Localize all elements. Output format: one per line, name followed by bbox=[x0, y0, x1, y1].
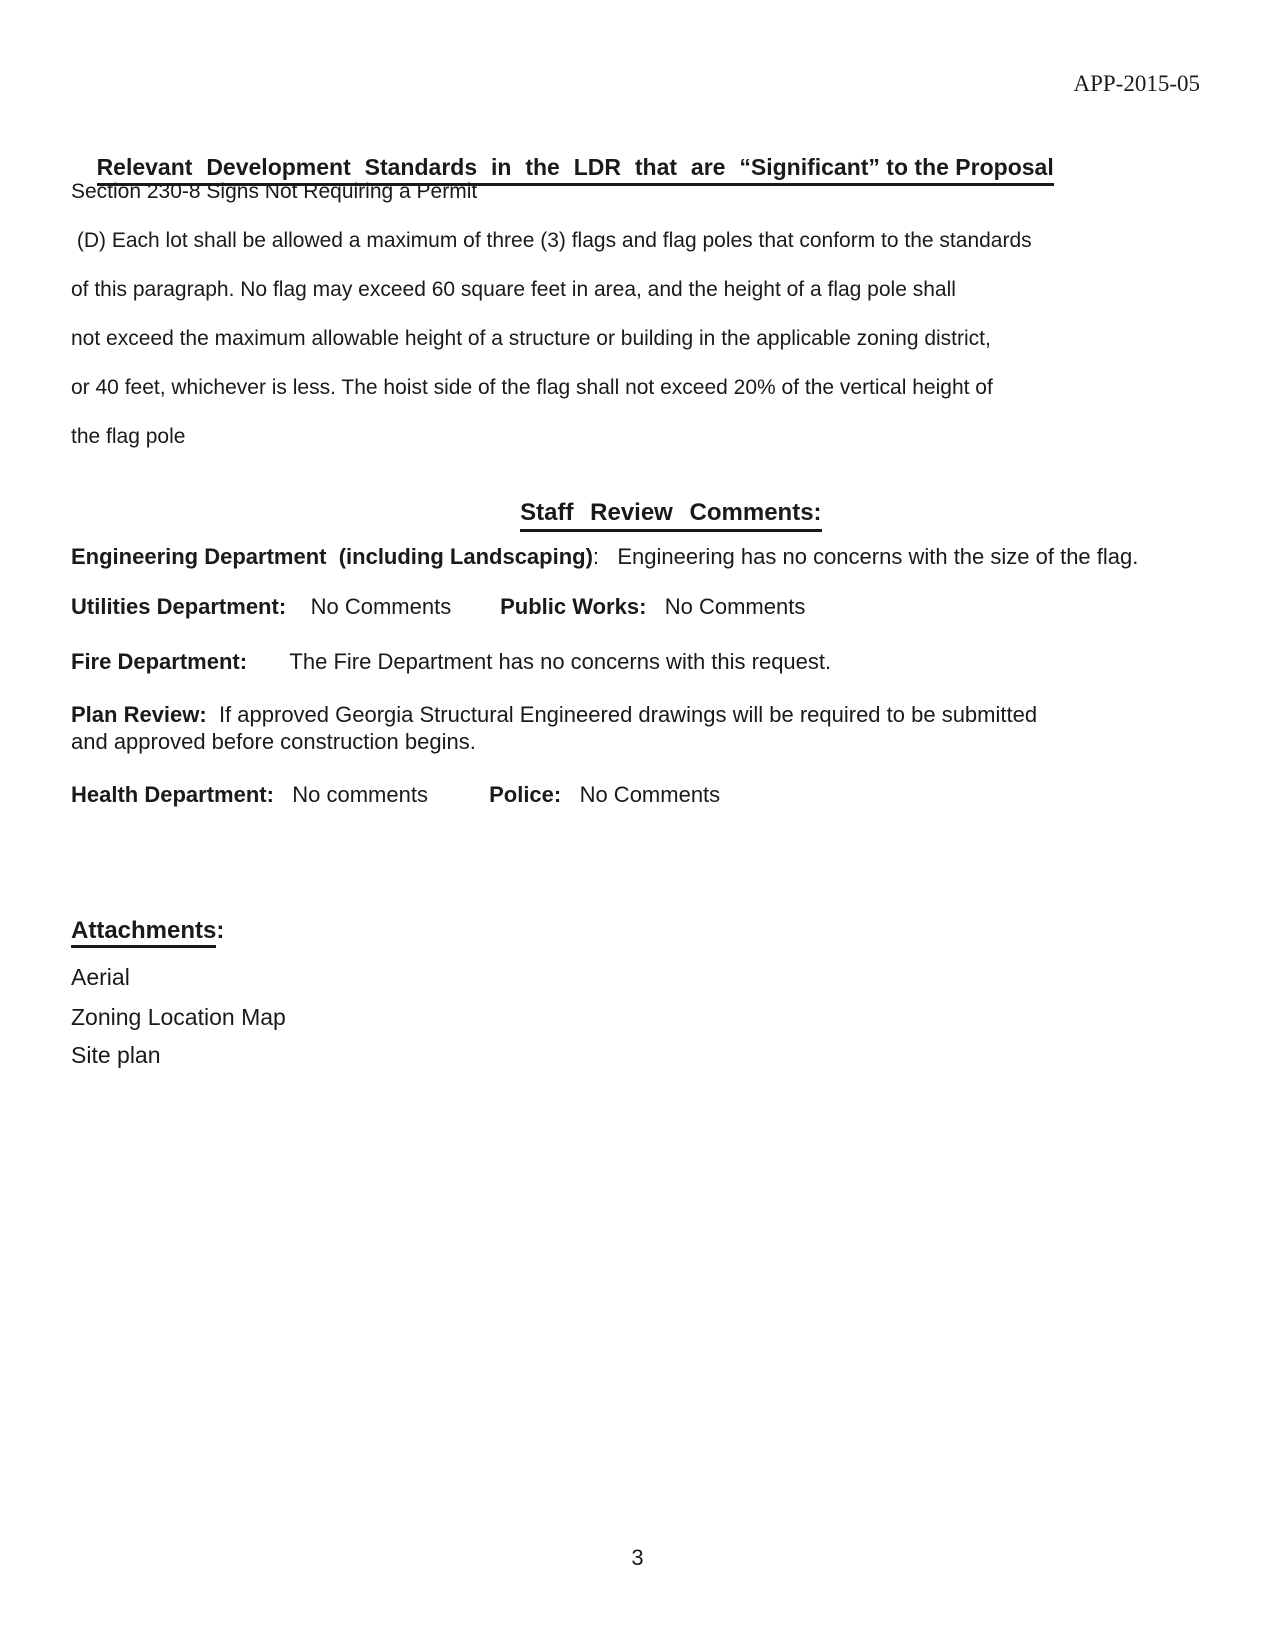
text-segment: If approved Georgia Structural Engineered drawings will be required to be submitted bbox=[206, 702, 1038, 727]
text-segment: Utilities Department: bbox=[71, 594, 287, 619]
ldr-paragraph-line: (D) Each lot shall be allowed a maximum of three (3) flags and flag poles that conform to the standards bbox=[71, 229, 1032, 252]
ldr-paragraph-line: or 40 feet, whichever is less. The hoist side of the flag shall not exceed 20% of the vertical height of bbox=[71, 376, 993, 399]
text-segment: : Engineering has no concerns with the size of the flag. bbox=[592, 544, 1139, 569]
text-segment: No Comments bbox=[561, 782, 721, 807]
engineering-comment bbox=[71, 544, 1138, 570]
ldr-paragraph-line: of this paragraph. No flag may exceed 60 square feet in area, and the height of a flag pole shall bbox=[71, 278, 956, 301]
text-segment: No comments bbox=[273, 782, 490, 807]
text-segment: Relevant Development Standards in the LDR that are bbox=[96, 154, 740, 181]
staff-review-heading-text: Staff Review Comments: bbox=[520, 499, 821, 531]
attachment-item: Zoning Location Map bbox=[71, 1004, 286, 1030]
text-segment: Police: bbox=[489, 782, 562, 807]
attachments-heading bbox=[71, 917, 224, 945]
plan-review-comment-line-1 bbox=[71, 702, 1037, 728]
fire-comment bbox=[71, 649, 831, 675]
text-segment: Health Department: bbox=[71, 782, 274, 807]
text-segment: The Fire Department has no concerns with this request. bbox=[247, 649, 832, 674]
text-segment: and approved before construction begins. bbox=[71, 729, 476, 754]
health-police-comment bbox=[71, 782, 720, 808]
application-number: APP-2015-05 bbox=[1073, 71, 1200, 96]
text-segment: Attachments bbox=[71, 917, 216, 948]
plan-review-comment-line-2 bbox=[71, 729, 476, 755]
text-segment: No Comments bbox=[646, 594, 806, 619]
attachment-item: Aerial bbox=[71, 964, 130, 990]
text-segment: “Significant” to the Proposal bbox=[739, 154, 1054, 181]
attachment-item: Site plan bbox=[71, 1042, 161, 1068]
ldr-paragraph-line: not exceed the maximum allowable height of a structure or building in the applicable zoning district, bbox=[71, 327, 991, 350]
text-segment: Plan Review: bbox=[71, 702, 207, 727]
text-segment: Engineering Department (including Landscaping) bbox=[71, 544, 593, 569]
text-segment: Fire Department: bbox=[71, 649, 248, 674]
ldr-paragraph-line: the flag pole bbox=[71, 425, 186, 448]
page-number: 3 bbox=[631, 1545, 644, 1570]
text-segment: : bbox=[216, 917, 225, 944]
utilities-public-works-comment bbox=[71, 594, 805, 620]
text-segment: No Comments bbox=[286, 594, 501, 619]
section-reference: Section 230-8 Signs Not Requiring a Permit bbox=[71, 180, 478, 203]
text-segment: Public Works: bbox=[500, 594, 647, 619]
